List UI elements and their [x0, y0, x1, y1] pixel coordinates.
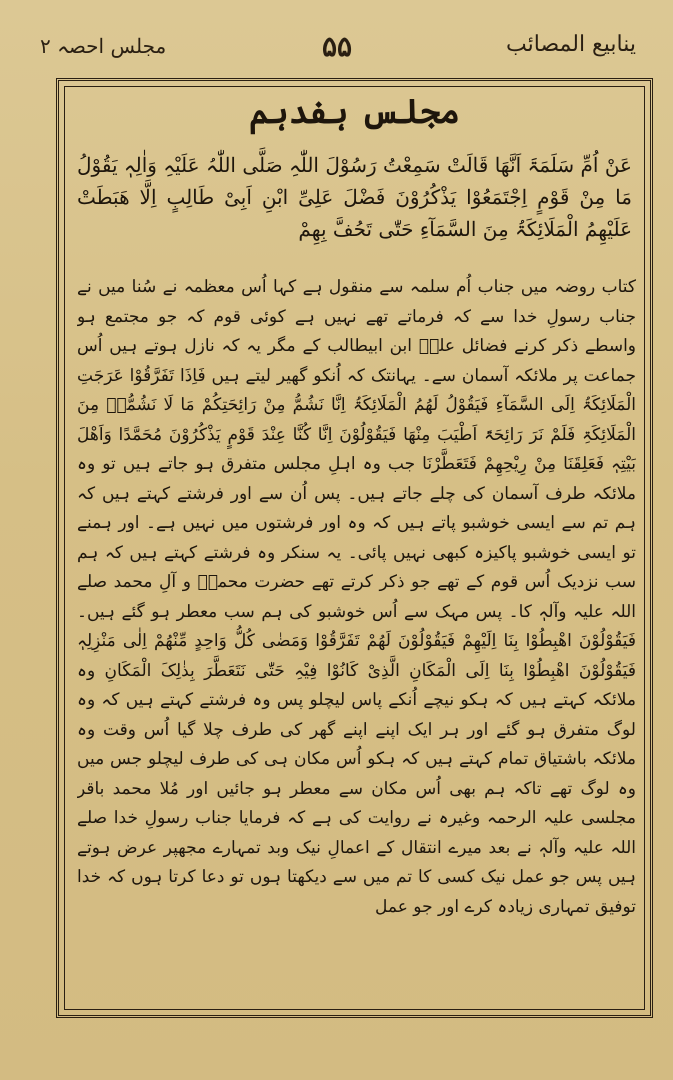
- body-text: [77, 273, 636, 998]
- arabic-hadith: عَنْ اُمِّ سَلَمَۃَ اَنَّھَا قَالَتْ سَمِعْتُ رَسُوْلَ اللّٰہِ صَلَّی اللّٰہُ عَلَیْہِ وَاٰلِہٖ یَقُوْلُ مَا مِنْ قَوْمٍ اِجْتَمَعُوْا یَذْکُرُوْنَ فَضْلَ عَلِیِّ ابْنِ اَبِیْ طَالِبٍ اِلَّا ھَبَطَتْ عَلَیْھِمُ الْمَلَائِکَۃُ مِنَ السَّمَآءِ حَتّٰی تَحُفَّ بِھِمْ: [77, 153, 632, 241]
- page-header: [30, 30, 644, 70]
- body-paragraph: کتاب روضہ میں جناب اُم سلمہ سے منقول ہے کہا اُس معظمہ نے سُنا میں نے جناب رسولِ خدا سے کہ فرماتے تھے نہیں ہے کوئی قوم کہ جو مجتمع ہو واسطے ذکر کرنے فضائل علیؑ ابن ابیطالب کے مگر یہ کہ نازل ہوتے ہیں اُس جماعت پر ملائکہ آسمان سے۔ یہانتک کہ اُنکو گھیر لیتے ہیں فَاِذَا تَفَرَّقُوْا عَرَجَتِ الْمَلَائِکَۃُ اِلَی السَّمَآءِ فَیَقُوْلُ لَھُمُ الْمَلَائِکَۃُ اِنَّا نَشُمُّ مِنْ رَائِحَتِکُمْ مَا لَا نَشُمُّہٗ مِنَ الْمَلَائِکَۃِ فَلَمْ نَرَ رَائِحَۃً اَطْیَبَ مِنْھَا فَیَقُوْلُوْنَ اِنَّا کُنَّا عِنْدَ قَوْمٍ یَذْکُرُوْنَ مُحَمَّدًا وَاَھْلَ بَیْتِہٖ فَعَلِقَنَا مِنْ رِیْحِھِمْ فَتَعَطَّرْنَا جب وہ اہلِ مجلس متفرق ہو جاتے ہیں تو وہ ملائکہ طرف آسمان کی چلے جاتے ہیں۔ پس اُن سے اور فرشتے کہتے ہیں کہ ہم تم سے ایسی خوشبو پاتے ہیں کہ وہ اور فرشتوں میں نہیں ہے۔ اور ہمنے تو ایسی خوشبو پاکیزہ کبھی نہیں پائی۔ یہ سنکر وہ فرشتے کہتے ہیں کہ ہم سب نزدیک اُس قوم کے تھے جو ذکر کرتے تھے حضرت محمدؐ و آلِ محمد صلے اللہ علیہ وآلہٖ کا۔ پس مہک سے اُس خوشبو کی ہم سب معطر ہو گئے ہیں۔ فَیَقُوْلُوْنَ اھْبِطُوْا بِنَا اِلَیْھِمْ فَیَقُوْلُوْنَ لَھُمْ تَفَرَّقُوْا وَمَضٰی کُلُّ وَاحِدٍ مِّنْھُمْ اِلٰی مَنْزِلِہٖ فَیَقُوْلُوْنَ اھْبِطُوْا بِنَا اِلَی الْمَکَانِ الَّذِیْ کَانُوْا فِیْہِ حَتّٰی نَتَعَطَّرَ بِذٰلِکَ الْمَکَانِ وہ ملائکہ کہتے ہیں کہ ہکو نیچے اُنکے پاس لیچلو پس وہ فرشتے کہتے ہیں کہ وہ لوگ متفرق ہو گئے اور ہر ایک اپنے اپنے گھر کی طرف چلا گیا اُس وقت وہ ملائکہ باشتیاق تمام کہتے ہیں کہ ہکو اُس مکان ہی کی طرف لیچلو جس میں وہ لوگ تھے تاکہ ہم بھی اُس مکان سے معطر ہو جائیں اور مُلا محمد باقر مجلسی علیہ الرحمہ وغیرہ نے روایت کی ہے کہ فرمایا جناب رسولِ خدا صلے اللہ علیہ وآلہٖ نے بعد میرے انتقال کے اعمالِ نیک وبد تمہارے مجھپر عرض ہوتے ہیں پس جو عمل نیک کسی کا تم میں سے دیکھتا ہوں تو دعا کرتا ہوں کہ خدا توفیق تمہاری زیادہ کرے اور جو عمل: [77, 277, 636, 917]
- majlis-title: مجلس ہفدہم: [248, 92, 461, 132]
- page-number: ۵۵: [321, 30, 353, 63]
- section-label: مجلس احصہ ۲: [40, 34, 167, 58]
- text-frame: [56, 78, 653, 1018]
- book-title: ینابیع المصائب: [506, 32, 636, 57]
